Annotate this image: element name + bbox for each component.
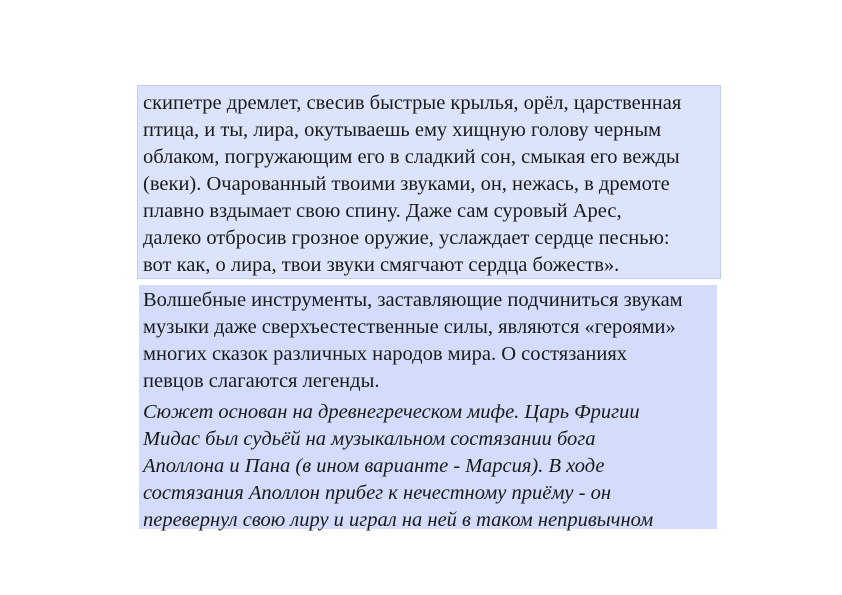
story-text-box [139, 285, 717, 529]
text-line: состязания Аполлон прибег к нечестному приёму - он [143, 482, 612, 504]
text-line: скипетре дремлет, свесив быстрые крылья, орёл, царственная [143, 92, 682, 114]
text-line: Аполлона и Пана (в ином варианте - Марсия). В ходе [143, 455, 605, 477]
text-line: далеко отбросив грозное оружие, услаждает сердце песнью: [143, 227, 670, 249]
text-line: музыки даже сверхъестественные силы, являются «героями» [143, 316, 676, 338]
text-line: перевернул свою лиру и играл на ней в таком непривычном [143, 509, 654, 531]
text-line: вот как, о лира, твои звуки смягчают сердца божеств». [143, 254, 620, 276]
text-line: плавно вздымает свою спину. Даже сам суровый Арес, [143, 200, 622, 222]
quote-text-box [137, 85, 721, 279]
text-line: многих сказок различных народов мира. О состязаниях [143, 343, 628, 365]
text-line: Мидас был судьёй на музыкальном состязании бога [143, 428, 596, 450]
text-line: Сюжет основан на древнегреческом мифе. Царь Фригии [143, 401, 640, 423]
text-line: птица, и ты, лира, окутываешь ему хищную голову черным [143, 119, 662, 141]
text-line: (веки). Очарованный твоими звуками, он, нежась, в дремоте [143, 173, 670, 195]
text-line: Волшебные инструменты, заставляющие подчиниться звукам [143, 289, 683, 311]
text-line: облаком, погружающим его в сладкий сон, смыкая его вежды [143, 146, 680, 168]
plot-paragraph [143, 399, 717, 534]
text-line: певцов слагаются легенды. [143, 370, 380, 392]
intro-paragraph [143, 287, 717, 395]
